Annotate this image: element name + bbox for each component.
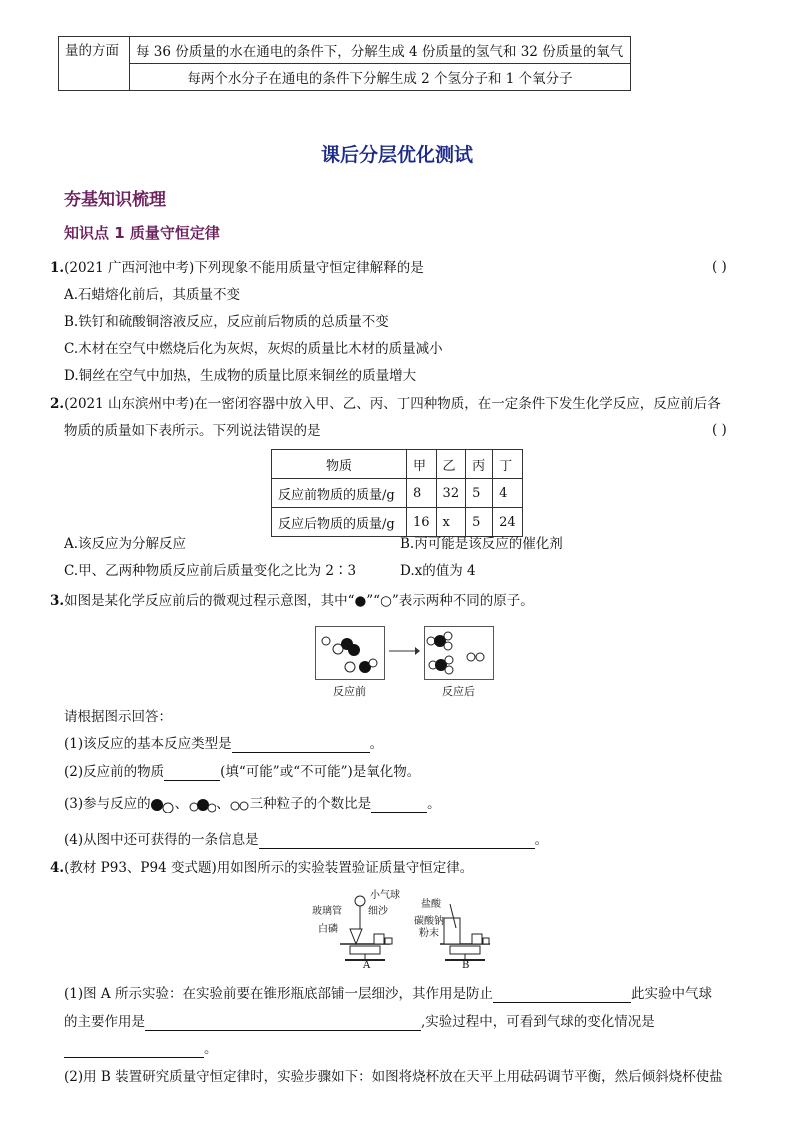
question-3-sub-3-text-b: 三种粒子的个数比是 bbox=[249, 796, 372, 812]
reaction-arrow-icon bbox=[387, 645, 421, 657]
table-cell: 16 bbox=[407, 508, 437, 537]
table-cell: x bbox=[436, 508, 466, 537]
knowledge-point-heading: 知识点 1 质量守恒定律 bbox=[64, 224, 220, 242]
question-4-sub-1-line-2 bbox=[64, 1013, 655, 1031]
table-header-cell: 丁 bbox=[493, 450, 523, 479]
table-header-cell: 物质 bbox=[272, 450, 407, 479]
question-3-sub-3 bbox=[64, 795, 441, 813]
molecule-a-icon bbox=[151, 797, 175, 813]
question-2-number: 2. bbox=[50, 396, 65, 412]
question-2-option-d: D.x的值为 4 bbox=[400, 563, 476, 579]
question-3-sub-3-text-a: (3)参与反应的 bbox=[64, 796, 151, 812]
page-title: 课后分层优化测试 bbox=[320, 144, 473, 166]
question-4-sub-1-line-1 bbox=[64, 985, 712, 1003]
question-4-sub-1-line-3 bbox=[64, 1040, 218, 1058]
question-2-text-1: (2021 山东滨州中考)在一密闭容器中放入甲、乙、丙、丁四种物质，在一定条件下发生化学反应，反应前后各 bbox=[64, 396, 721, 412]
table-header-cell: 丙 bbox=[466, 450, 493, 479]
question-4-sub-1-text-c: 的主要作用是 bbox=[64, 1014, 145, 1030]
question-3-prompt: 请根据图示回答： bbox=[64, 709, 172, 725]
question-3-sub-3-end: 。 bbox=[427, 796, 441, 812]
summary-row-2: 每两个水分子在通电的条件下分解生成 2 个氢分子和 1 个氧分子 bbox=[130, 64, 631, 91]
question-3-sub-4 bbox=[64, 831, 548, 849]
question-2-stem bbox=[50, 395, 721, 413]
question-4-sub-2: (2)用 B 装置研究质量守恒定律时，实验步骤如下：如图将烧杯放在天平上用砝码调节平衡，然后倾斜烧杯使盐 bbox=[64, 1069, 723, 1085]
table-row bbox=[272, 479, 523, 508]
table-cell: 32 bbox=[436, 479, 466, 508]
question-4-number: 4. bbox=[50, 860, 65, 876]
label-glass-tube: 玻璃管 bbox=[312, 906, 342, 917]
question-3-number: 3. bbox=[50, 593, 65, 609]
molecule-c-icon bbox=[230, 797, 250, 813]
question-3-sub-4-text: (4)从图中还可获得的一条信息是 bbox=[64, 832, 259, 848]
table-cell: 5 bbox=[466, 479, 493, 508]
table-cell: 5 bbox=[466, 508, 493, 537]
question-3-sub-4-end: 。 bbox=[534, 832, 549, 848]
question-3-sub-1-end: 。 bbox=[369, 736, 384, 752]
table-cell: 反应后物质的质量/g bbox=[272, 508, 407, 537]
question-4-sub-1-text-d: ,实验过程中，可看到气球的变化情况是 bbox=[421, 1014, 655, 1030]
table-cell: 4 bbox=[493, 479, 523, 508]
question-4-stem bbox=[50, 859, 473, 877]
question-1-number: 1. bbox=[50, 260, 65, 276]
table-cell: 反应前物质的质量/g bbox=[272, 479, 407, 508]
question-1-text: (2021 广西河池中考)下列现象不能用质量守恒定律解释的是 bbox=[64, 260, 424, 276]
question-2-option-a: A.该反应为分解反应 bbox=[64, 536, 187, 552]
question-1-answer-bracket: ( ) bbox=[712, 259, 727, 275]
caption-after: 反应后 bbox=[442, 685, 475, 698]
label-a: A bbox=[363, 960, 371, 971]
reaction-before-diagram bbox=[316, 627, 384, 679]
question-4-sub-1-text-b: 此实验中气球 bbox=[630, 986, 712, 1002]
question-3-sub-2-text-a: (2)反应前的物质 bbox=[64, 764, 165, 780]
summary-row-1: 每 36 份质量的水在通电的条件下，分解生成 4 份质量的氢气和 32 份质量的氧气 bbox=[130, 37, 631, 64]
question-1-option-d: D.铜丝在空气中加热，生成物的质量比原来铜丝的质量增大 bbox=[64, 368, 417, 384]
question-4-sub-1-text-a: (1)图 A 所示实验：在实验前要在锥形瓶底部铺一层细沙，其作用是防止 bbox=[64, 986, 493, 1002]
answer-blank[interactable] bbox=[64, 1043, 204, 1058]
answer-blank[interactable] bbox=[232, 738, 370, 753]
question-1-option-a: A.石蜡熔化前后，其质量不变 bbox=[64, 287, 241, 303]
question-1-option-b: B.铁钉和硫酸铜溶液反应，反应前后物质的总质量不变 bbox=[64, 314, 389, 330]
label-sand: 细沙 bbox=[368, 906, 388, 917]
caption-before: 反应前 bbox=[333, 685, 366, 698]
reaction-after-diagram bbox=[425, 627, 493, 679]
label-b: B bbox=[462, 960, 470, 971]
label-balloon: 小气球 bbox=[370, 890, 400, 901]
reaction-before-box bbox=[315, 626, 385, 680]
table-header-cell: 甲 bbox=[407, 450, 437, 479]
question-3-sub-1 bbox=[64, 735, 383, 753]
question-3-sub-2 bbox=[64, 763, 420, 781]
question-3-sub-2-text-b: (填“可能”或“不可能”)是氧化物。 bbox=[220, 764, 421, 780]
question-3-text: 如图是某化学反应前后的微观过程示意图，其中“●”“○”表示两种不同的原子。 bbox=[64, 593, 534, 609]
reaction-after-box bbox=[424, 626, 494, 680]
answer-blank[interactable] bbox=[493, 988, 631, 1003]
question-2-text-2: 物质的质量如下表所示。下列说法错误的是 bbox=[64, 423, 321, 439]
summary-label: 量的方面 bbox=[59, 37, 130, 91]
table-row bbox=[272, 508, 523, 537]
question-3-sub-1-text: (1)该反应的基本反应类型是 bbox=[64, 736, 232, 752]
summary-table bbox=[58, 36, 631, 91]
question-2-option-b: B.丙可能是该反应的催化剂 bbox=[400, 536, 563, 552]
question-4-sub-1-end: 。 bbox=[204, 1041, 218, 1057]
question-3-stem bbox=[50, 592, 534, 610]
question-1-option-c: C.木材在空气中燃烧后化为灰烬，灰烬的质量比木材的质量减小 bbox=[64, 341, 443, 357]
separator: 、 bbox=[174, 796, 189, 812]
answer-blank[interactable] bbox=[259, 834, 535, 849]
label-phosphorus: 白磷 bbox=[318, 924, 338, 935]
section-heading: 夯基知识梳理 bbox=[64, 190, 166, 210]
question-2-option-c: C.甲、乙两种物质反应前后质量变化之比为 2∶3 bbox=[64, 563, 357, 579]
question-1-stem bbox=[50, 259, 424, 277]
question-4-text: (教材 P93、P94 变式题)用如图所示的实验装置验证质量守恒定律。 bbox=[64, 860, 474, 876]
table-cell: 24 bbox=[493, 508, 523, 537]
answer-blank[interactable] bbox=[145, 1016, 421, 1031]
answer-blank[interactable] bbox=[164, 766, 220, 781]
separator: 、 bbox=[216, 796, 230, 812]
table-cell: 8 bbox=[407, 479, 437, 508]
table-header-cell: 乙 bbox=[436, 450, 466, 479]
label-carbonate: 碳酸钠 bbox=[414, 916, 444, 927]
answer-blank[interactable] bbox=[371, 798, 427, 813]
label-acid: 盐酸 bbox=[421, 899, 441, 910]
molecule-b-icon bbox=[188, 797, 216, 813]
table-row bbox=[272, 450, 523, 479]
mass-table bbox=[271, 449, 523, 537]
label-powder: 粉末 bbox=[419, 928, 439, 939]
question-2-answer-bracket: ( ) bbox=[712, 422, 727, 438]
